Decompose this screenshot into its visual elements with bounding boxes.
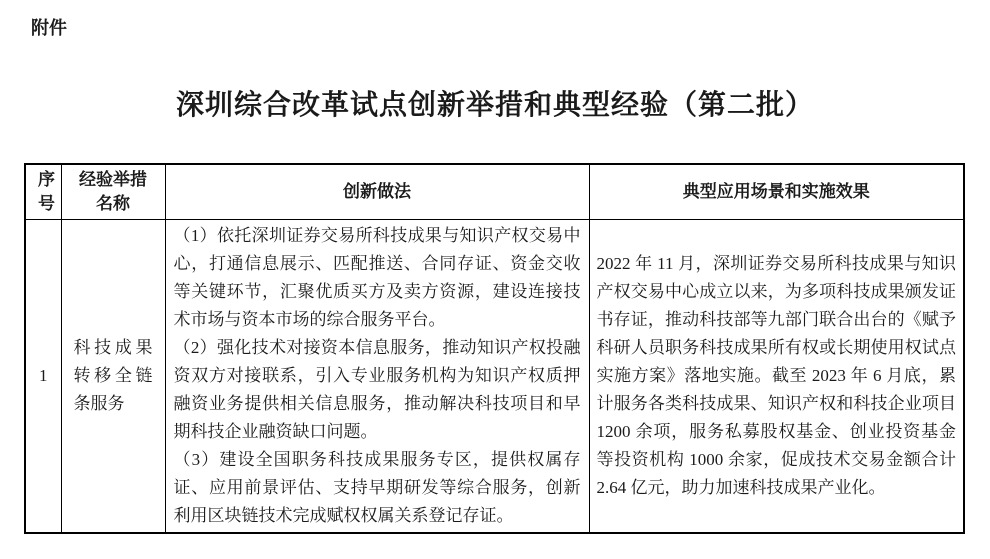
column-header-measure-name: 经验举措名称 <box>61 164 165 219</box>
page-title: 深圳综合改革试点创新举措和典型经验（第二批） <box>175 90 814 121</box>
table-header-row <box>25 164 964 219</box>
table-row <box>25 219 964 533</box>
column-header-innovations: 创新做法 <box>165 164 589 219</box>
column-header-effects: 典型应用场景和实施效果 <box>589 164 964 219</box>
innovation-paragraph-2: （2）强化技术对接资本信息服务，推动知识产权投融资双方对接联系，引入专业服务机构为知识产权质押融资业务提供相关信息服务，推动解决科技项目和早期科技企业融资缺口问题。 <box>173 337 581 441</box>
innovation-paragraph-3: （3）建设全国职务科技成果服务专区，提供权属存证、应用前景评估、支持早期研发等综合服务，创新利用区块链技术完成赋权权属关系登记存证。 <box>173 449 581 525</box>
experience-table <box>24 163 965 534</box>
cell-effects: 2022 年 11 月，深圳证券交易所科技成果与知识产权交易中心成立以来，为多项科技成果颁发证书存证，推动科技部等九部门联合出台的《赋予科研人员职务科技成果所有权或长期使用权试点实施方案》落地实施。截至 2023 年 6 月底，累计服务各类科技成果、知识产权和科技企业项目 1200 余项，服务私募股权基金、创业投资基金等投资机构 1000 余家，促成技术交易金额合计 2.64 亿元，助力加速科技成果产业化。 <box>589 219 964 533</box>
cell-measure-name: 科技成果转移全链条服务 <box>61 219 165 533</box>
cell-row-index: 1 <box>25 219 61 533</box>
innovation-paragraph-1: （1）依托深圳证券交易所科技成果与知识产权交易中心，打通信息展示、匹配推送、合同存证、资金交收等关键环节，汇聚优质买方及卖方资源，建设连接技术市场与资本市场的综合服务平台。 <box>173 225 581 329</box>
attachment-label: 附件 <box>31 18 67 38</box>
cell-innovations <box>165 219 589 533</box>
column-header-index: 序号 <box>25 164 61 219</box>
